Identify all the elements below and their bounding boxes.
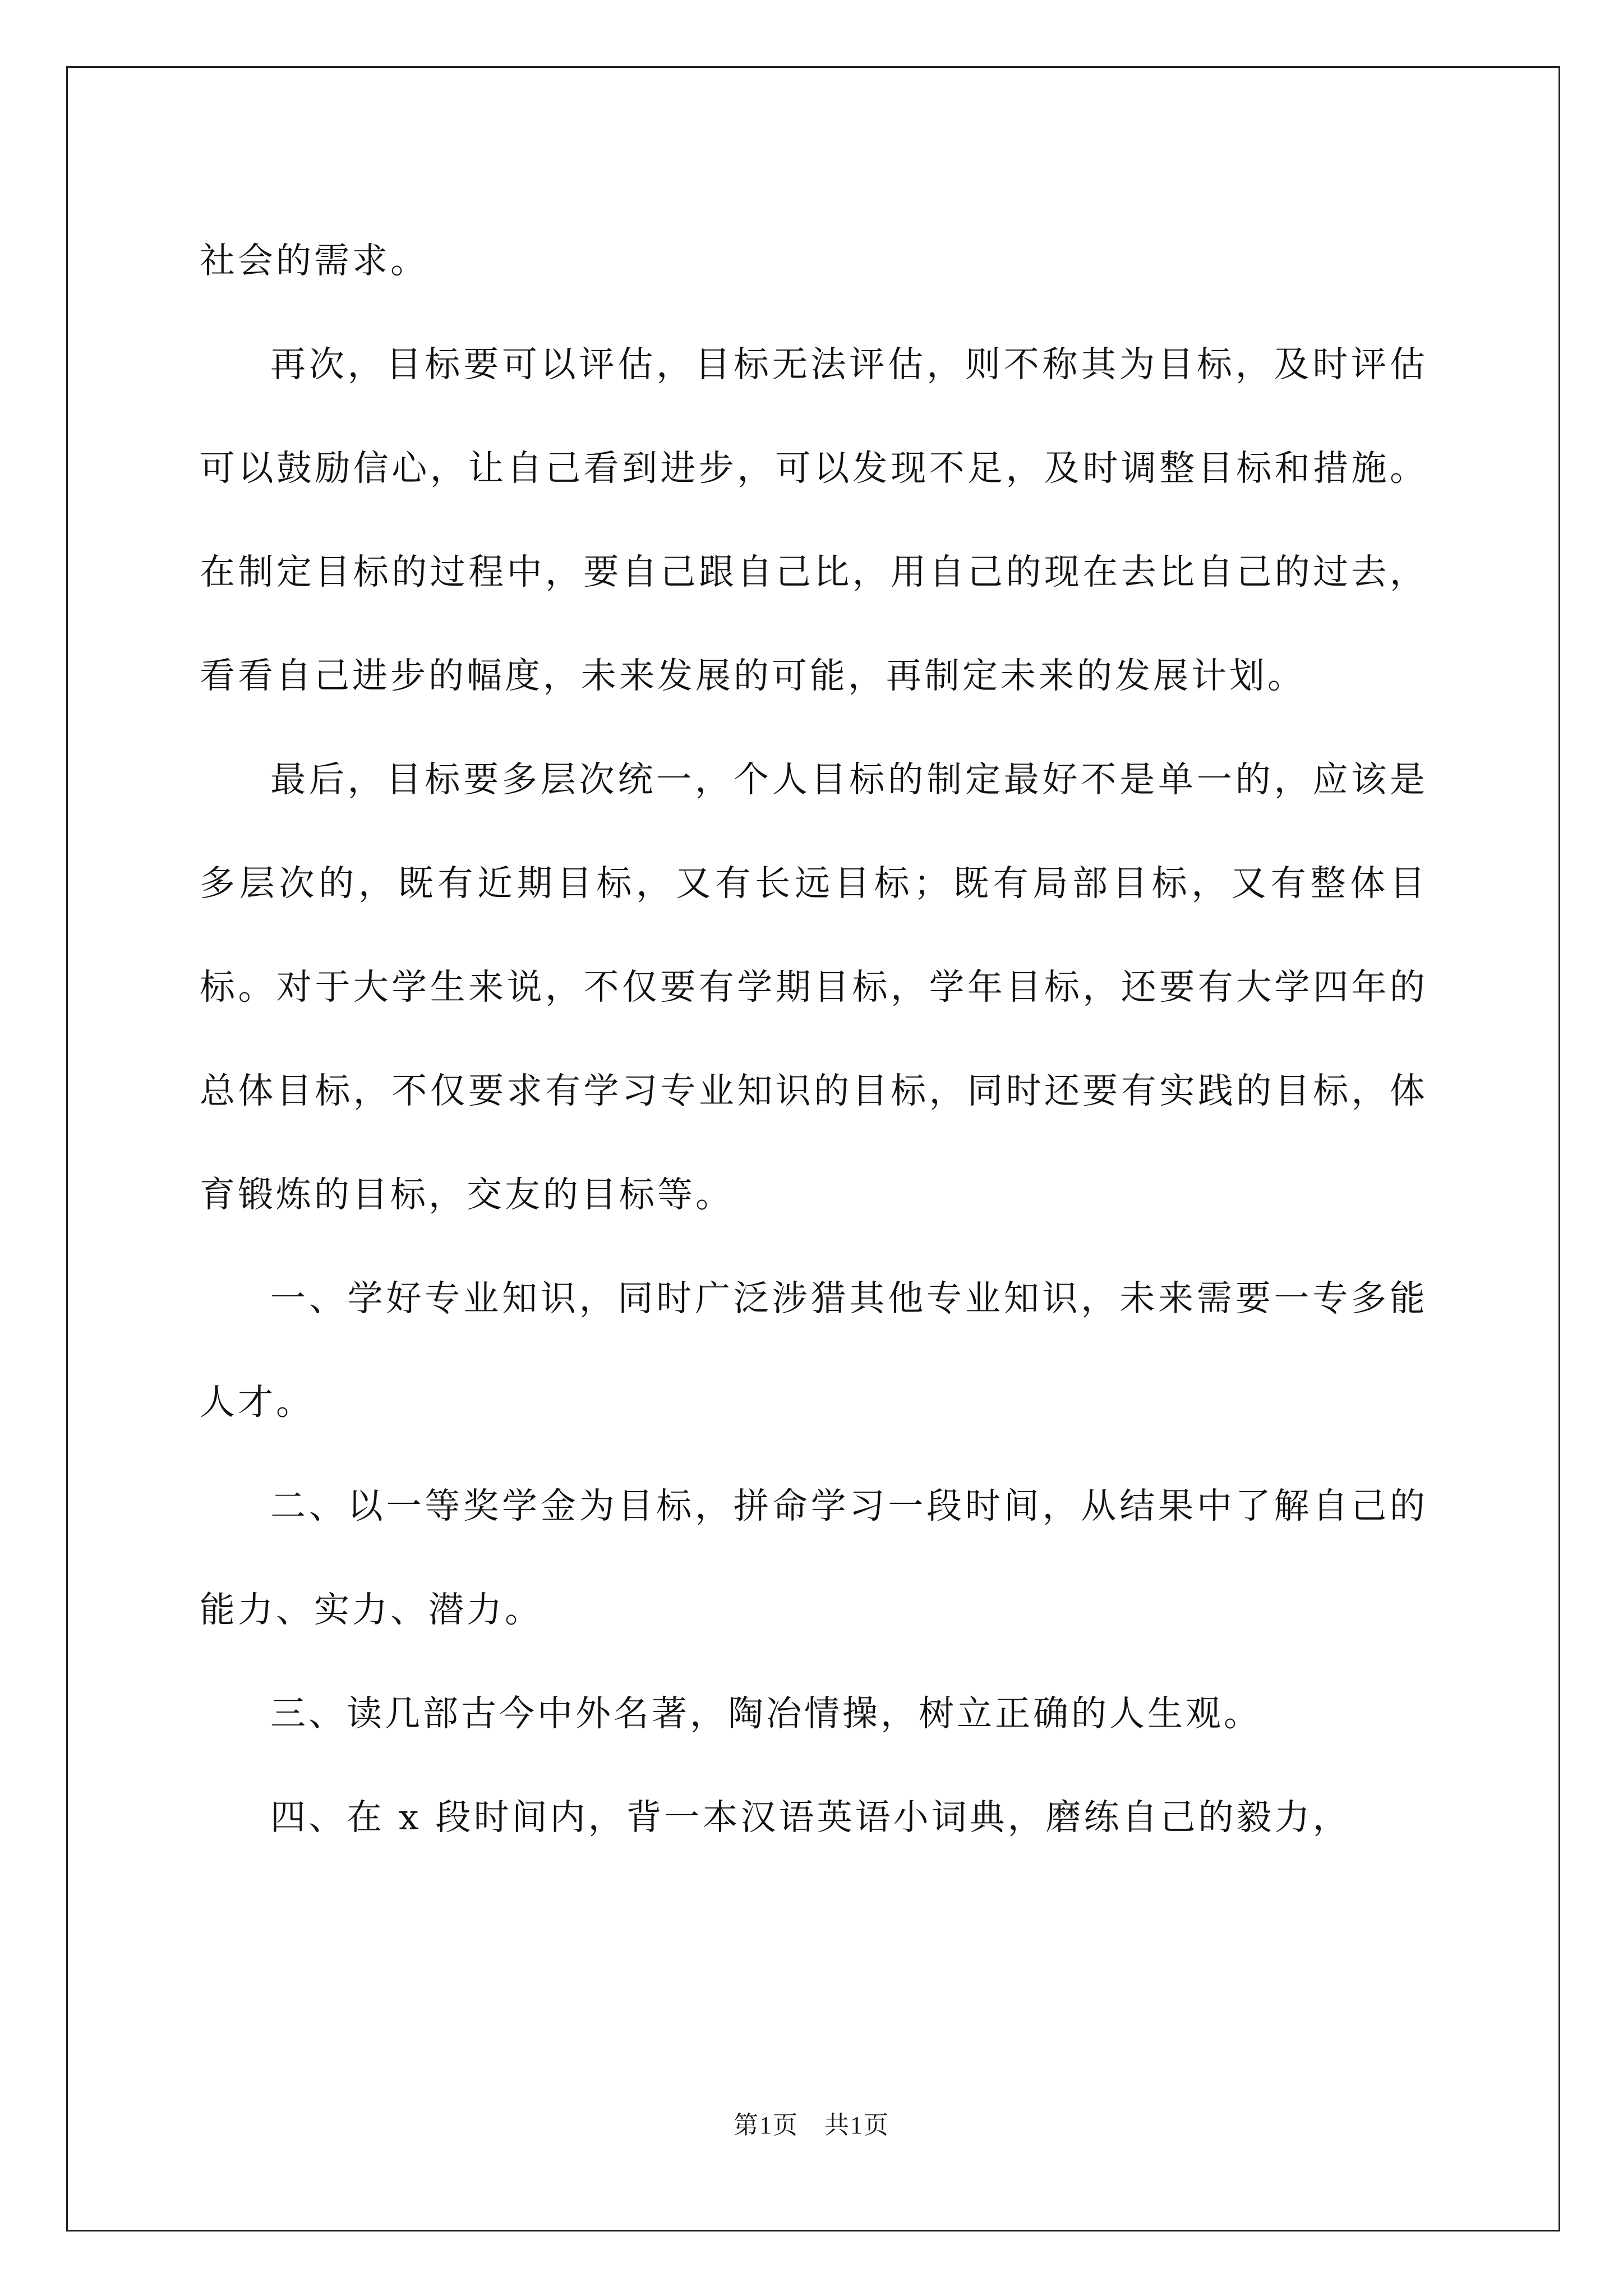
- paragraph: 社会的需求。: [200, 240, 428, 281]
- paragraph: 一、学好专业知识，同时广泛涉猎其他专业知识，未来需要一专多能人才。: [200, 1278, 1428, 1423]
- paragraph: 再次，目标要可以评估，目标无法评估，则不称其为目标，及时评估可以鼓励信心，让自己看到进步，可以发现不足，及时调整目标和措施。在制定目标的过程中，要自己跟自己比，用自己的现在去比自己的过去，看看自己进步的幅度，未来发展的可能，再制定未来的发展计划。: [200, 344, 1428, 696]
- paragraph: 三、读几部古今中外名著，陶冶情操，树立正确的人生观。: [270, 1693, 1262, 1734]
- paragraph: 四、在 x 段时间内，背一本汉语英语小词典，磨练自己的毅力，: [270, 1797, 1351, 1838]
- page-footer: 第1页 共1页: [734, 2111, 889, 2139]
- paragraph: 最后，目标要多层次统一，个人目标的制定最好不是单一的，应该是多层次的，既有近期目标，又有长远目标；既有局部目标，又有整体目标。对于大学生来说，不仅要有学期目标，学年目标，还要有大学四年的总体目标，不仅要求有学习专业知识的目标，同时还要有实践的目标，体育锻炼的目标，交友的目标等。: [200, 759, 1428, 1215]
- document-body: [200, 209, 1428, 1869]
- paragraph: 二、以一等奖学金为目标，拼命学习一段时间，从结果中了解自己的能力、实力、潜力。: [200, 1485, 1428, 1630]
